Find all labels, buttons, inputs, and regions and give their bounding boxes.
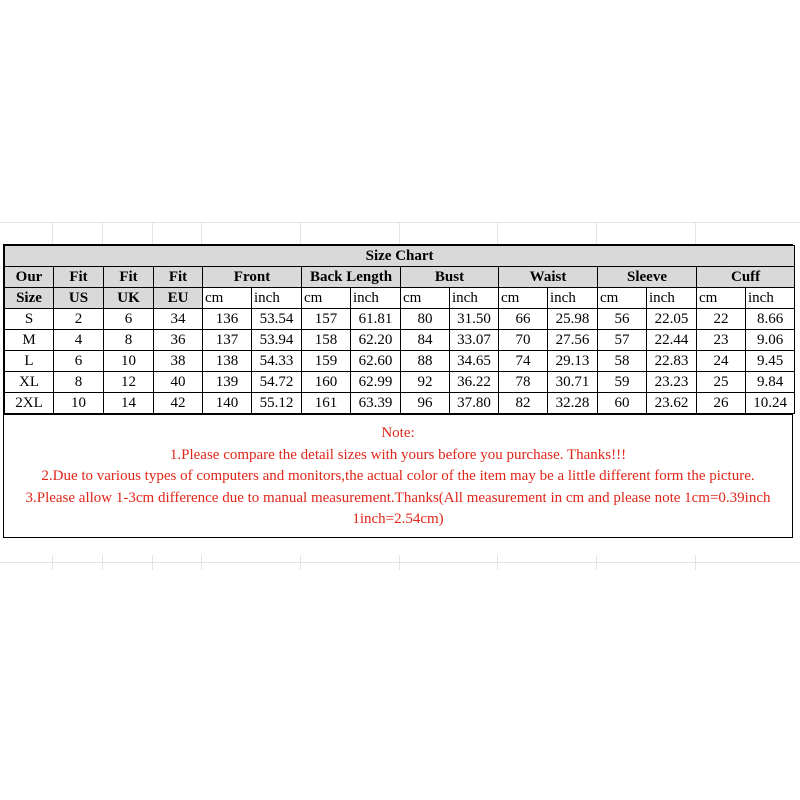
us-cell: 6 [54,351,104,372]
uk-cell: 6 [104,309,154,330]
value-cell: 57 [598,330,647,351]
value-cell: 82 [499,393,548,414]
value-cell: 34.65 [450,351,499,372]
value-cell: 9.84 [746,372,795,393]
value-cell: 37.80 [450,393,499,414]
value-cell: 96 [401,393,450,414]
unit-inch: inch [548,288,598,309]
unit-inch: inch [746,288,795,309]
value-cell: 10.24 [746,393,795,414]
table-row [5,393,795,414]
value-cell: 62.99 [351,372,401,393]
us-cell: 4 [54,330,104,351]
header-fit-uk: UK [104,288,154,309]
us-cell: 2 [54,309,104,330]
value-cell: 23.23 [647,372,697,393]
header-fit-eu: EU [154,288,203,309]
header-fit-eu-top: Fit [154,267,203,288]
unit-cm: cm [499,288,548,309]
value-cell: 56 [598,309,647,330]
value-cell: 33.07 [450,330,499,351]
value-cell: 25 [697,372,746,393]
value-cell: 139 [203,372,252,393]
unit-cm: cm [302,288,351,309]
size-cell: 2XL [5,393,54,414]
value-cell: 53.54 [252,309,302,330]
header-our: Our [5,267,54,288]
us-cell: 10 [54,393,104,414]
table-row [5,351,795,372]
value-cell: 36.22 [450,372,499,393]
value-cell: 9.06 [746,330,795,351]
value-cell: 62.60 [351,351,401,372]
value-cell: 61.81 [351,309,401,330]
chart-title: Size Chart [5,246,795,267]
value-cell: 78 [499,372,548,393]
table-row [5,372,795,393]
value-cell: 62.20 [351,330,401,351]
uk-cell: 8 [104,330,154,351]
unit-inch: inch [252,288,302,309]
size-chart-sheet [3,244,793,538]
unit-inch: inch [351,288,401,309]
value-cell: 70 [499,330,548,351]
value-cell: 29.13 [548,351,598,372]
unit-inch: inch [647,288,697,309]
value-cell: 24 [697,351,746,372]
unit-cm: cm [697,288,746,309]
value-cell: 157 [302,309,351,330]
header-bust: Bust [401,267,499,288]
value-cell: 58 [598,351,647,372]
value-cell: 23 [697,330,746,351]
value-cell: 27.56 [548,330,598,351]
header-cuff: Cuff [697,267,795,288]
header-fit-uk-top: Fit [104,267,154,288]
note-line: 3.Please allow 1-3cm difference due to manual measurement.Thanks(All measurement in cm and please note 1cm=0.39inch 1inch=2.54cm) [25,489,771,527]
value-cell: 31.50 [450,309,499,330]
value-cell: 159 [302,351,351,372]
size-cell: S [5,309,54,330]
header-waist: Waist [499,267,598,288]
value-cell: 30.71 [548,372,598,393]
value-cell: 54.33 [252,351,302,372]
value-cell: 25.98 [548,309,598,330]
value-cell: 136 [203,309,252,330]
uk-cell: 10 [104,351,154,372]
value-cell: 92 [401,372,450,393]
header-back-length: Back Length [302,267,401,288]
header-fit-us: US [54,288,104,309]
size-cell: XL [5,372,54,393]
value-cell: 84 [401,330,450,351]
value-cell: 54.72 [252,372,302,393]
value-cell: 80 [401,309,450,330]
size-cell: M [5,330,54,351]
value-cell: 22.83 [647,351,697,372]
eu-cell: 34 [154,309,203,330]
us-cell: 8 [54,372,104,393]
value-cell: 26 [697,393,746,414]
eu-cell: 40 [154,372,203,393]
value-cell: 22.44 [647,330,697,351]
header-fit-us-top: Fit [54,267,104,288]
value-cell: 23.62 [647,393,697,414]
table-row [5,330,795,351]
unit-cm: cm [598,288,647,309]
value-cell: 138 [203,351,252,372]
value-cell: 74 [499,351,548,372]
value-cell: 137 [203,330,252,351]
value-cell: 88 [401,351,450,372]
eu-cell: 42 [154,393,203,414]
note-heading: Note: [381,425,415,441]
value-cell: 22.05 [647,309,697,330]
uk-cell: 12 [104,372,154,393]
value-cell: 22 [697,309,746,330]
value-cell: 158 [302,330,351,351]
uk-cell: 14 [104,393,154,414]
value-cell: 160 [302,372,351,393]
eu-cell: 38 [154,351,203,372]
size-chart-table [4,245,795,414]
value-cell: 59 [598,372,647,393]
header-size: Size [5,288,54,309]
table-row [5,309,795,330]
eu-cell: 36 [154,330,203,351]
value-cell: 55.12 [252,393,302,414]
note-line: 1.Please compare the detail sizes with yours before you purchase. Thanks!!! [169,446,627,463]
size-cell: L [5,351,54,372]
value-cell: 60 [598,393,647,414]
header-sleeve: Sleeve [598,267,697,288]
unit-cm: cm [401,288,450,309]
value-cell: 63.39 [351,393,401,414]
value-cell: 66 [499,309,548,330]
notes-section [4,414,792,537]
value-cell: 140 [203,393,252,414]
value-cell: 9.45 [746,351,795,372]
unit-cm: cm [203,288,252,309]
value-cell: 161 [302,393,351,414]
header-front: Front [203,267,302,288]
note-line: 2.Due to various types of computers and monitors,the actual color of the item may be a little different form the picture. [41,468,755,484]
value-cell: 32.28 [548,393,598,414]
value-cell: 53.94 [252,330,302,351]
value-cell: 8.66 [746,309,795,330]
unit-inch: inch [450,288,499,309]
